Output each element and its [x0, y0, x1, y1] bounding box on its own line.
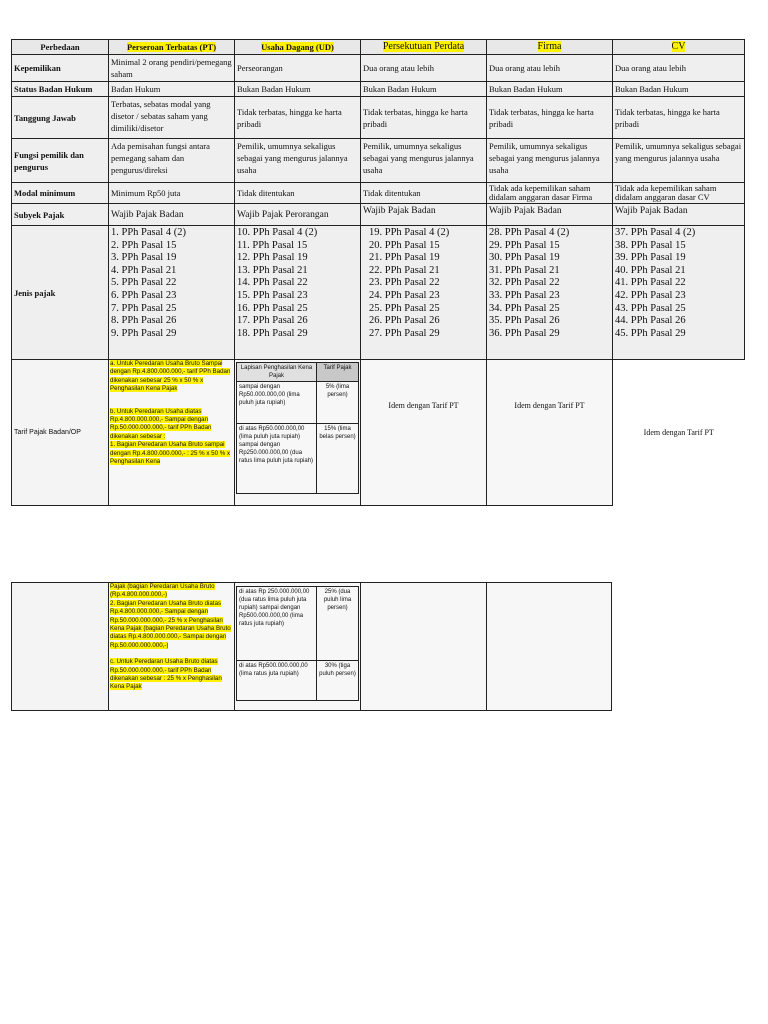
- row-label: Kepemilikan: [12, 55, 109, 82]
- layer-header: Lapisan Penghasilan Kena Pajak: [237, 363, 317, 382]
- cell-pp: [361, 226, 487, 360]
- tax-list-item: 14. PPh Pasal 22: [237, 277, 308, 289]
- row-tarif: [12, 360, 745, 506]
- tax-list-item: 3. PPh Pasal 19: [111, 252, 177, 264]
- header-label: Firma: [537, 41, 562, 52]
- cell-pt: [109, 360, 235, 506]
- tax-list-item: 34. PPh Pasal 25: [489, 302, 560, 314]
- tarif-note-b1: [110, 441, 233, 466]
- cont-cell-firma: [487, 583, 612, 711]
- cell-cv: Tidak terbatas, hingga ke harta pribadi: [613, 97, 745, 139]
- cell-firma: Tidak ada kepemilikan saham didalam anggaran dasar Firma: [487, 183, 613, 204]
- tax-list-item: 26. PPh Pasal 26: [369, 315, 440, 327]
- tax-rate-table: [236, 362, 359, 494]
- tax-list-item: 39. PPh Pasal 19: [615, 252, 686, 264]
- cell-firma: Pemilik, umumnya sekaligus sebagai yang mengurus jalannya usaha: [487, 139, 613, 183]
- tax-list-item: 27. PPh Pasal 29: [369, 327, 440, 339]
- tax-list-item: 18. PPh Pasal 29: [237, 327, 308, 339]
- tax-list: [111, 227, 232, 340]
- cell-ud: Bukan Badan Hukum: [235, 82, 361, 97]
- continuation-table: [11, 582, 612, 711]
- tax-list-item: 7. PPh Pasal 25: [111, 302, 177, 314]
- header-persekutuan: [361, 40, 487, 55]
- cell-pt: Minimal 2 orang pendiri/pemegang saham: [109, 55, 235, 82]
- cell-firma: Idem dengan Tarif PT: [487, 360, 613, 506]
- tax-list: [363, 227, 484, 340]
- tax-list-item: 43. PPh Pasal 25: [615, 302, 686, 314]
- cell-ud: [235, 226, 361, 360]
- row-status: [12, 82, 745, 97]
- tax-list-item: 37. PPh Pasal 4 (2): [615, 227, 696, 238]
- layer-cell: sampai dengan Rp50.000.000,00 (lima puluh juta rupiah): [237, 382, 317, 424]
- tax-list-item: 19. PPh Pasal 4 (2): [369, 227, 450, 238]
- tax-list-item: 22. PPh Pasal 21: [369, 264, 440, 276]
- cell-pt: Wajib Pajak Badan: [109, 204, 235, 226]
- cell-firma: Wajib Pajak Badan: [487, 204, 613, 226]
- row-label: Status Badan Hukum: [12, 82, 109, 97]
- cell-pp: Dua orang atau lebih: [361, 55, 487, 82]
- tax-list-item: 42. PPh Pasal 23: [615, 289, 686, 301]
- layer-cell: di atas Rp50.000.000,00 (lima puluh juta rupiah) sampai dengan Rp250.000.000,00 (dua ratus lima puluh juta rupiah): [237, 424, 317, 494]
- cell-ud: Perseorangan: [235, 55, 361, 82]
- tax-list-item: 36. PPh Pasal 29: [489, 327, 560, 339]
- tax-list-item: 15. PPh Pasal 23: [237, 289, 308, 301]
- row-label: Tarif Pajak Badan/OP: [12, 360, 109, 506]
- cont-note-2: [110, 600, 233, 650]
- cell-cv: Pemilik, umumnya sekaligus sebagai yang mengurus jalannya usaha: [613, 139, 745, 183]
- cell-cv: Tidak ada kepemilikan saham didalam anggaran dasar CV: [613, 183, 745, 204]
- cell-pp: Tidak terbatas, hingga ke harta pribadi: [361, 97, 487, 139]
- tax-list: [237, 227, 358, 340]
- note-text: 1. Bagian Peredaran Usaha Bruto sampai dengan Rp.4.800.000.000,- : 25 % x 50 % x Penghasilan Kena: [110, 441, 231, 466]
- cont-cell-ud: [235, 583, 361, 711]
- row-label: Jenis pajak: [12, 226, 109, 360]
- tax-list-item: 35. PPh Pasal 26: [489, 315, 560, 327]
- cell-pt: Minimum Rp50 juta: [109, 183, 235, 204]
- tax-list-item: 24. PPh Pasal 23: [369, 289, 440, 301]
- cell-firma: [487, 226, 613, 360]
- row-label: Tanggung Jawab: [12, 97, 109, 139]
- cell-cv: Wajib Pajak Badan: [613, 204, 745, 226]
- note-text: a. Untuk Peredaran Usaha Bruto Sampai dengan Rp.4.800.000.000,- tarif PPh Badan dikenakan sebesar 25 % x 50 % x Penghasilan Kena Pajak: [110, 360, 231, 393]
- row-jenis-pajak: [12, 226, 745, 360]
- tax-list-item: 11. PPh Pasal 15: [237, 239, 308, 251]
- tax-list-item: 9. PPh Pasal 29: [111, 327, 177, 339]
- tax-list-item: 25. PPh Pasal 25: [369, 302, 440, 314]
- tax-list-item: 8. PPh Pasal 26: [111, 315, 177, 327]
- tax-list-item: 1. PPh Pasal 4 (2): [111, 227, 186, 238]
- tax-list-item: 30. PPh Pasal 19: [489, 252, 560, 264]
- cell-ud: Pemilik, umumnya sekaligus sebagai yang mengurus jalannya usaha: [235, 139, 361, 183]
- tarif-note-b: [110, 408, 233, 442]
- tax-list-item: 33. PPh Pasal 23: [489, 289, 560, 301]
- tax-list-item: 4. PPh Pasal 21: [111, 264, 177, 276]
- cell-cv: Dua orang atau lebih: [613, 55, 745, 82]
- rate-cell: 15% (lima belas persen): [317, 424, 359, 494]
- tax-list-item: 17. PPh Pasal 26: [237, 315, 308, 327]
- header-label: Perbedaan: [40, 42, 80, 52]
- tax-list-item: 38. PPh Pasal 15: [615, 239, 686, 251]
- cell-firma: Dua orang atau lebih: [487, 55, 613, 82]
- cont-note-c: [110, 658, 233, 692]
- note-text: Pajak (bagian Peredaran Usaha Bruto (Rp.4.800.000.000,-): [110, 583, 215, 599]
- header-label: CV: [671, 41, 686, 52]
- cell-pp: Pemilik, umumnya sekaligus sebagai yang mengurus jalannya usaha: [361, 139, 487, 183]
- cont-label-cell: [12, 583, 109, 711]
- cell-cv: Bukan Badan Hukum: [613, 82, 745, 97]
- header-firma: [487, 40, 613, 55]
- tax-list-item: 12. PPh Pasal 19: [237, 252, 308, 264]
- tax-list-item: 31. PPh Pasal 21: [489, 264, 560, 276]
- header-pt: [109, 40, 235, 55]
- row-label: Modal minimum: [12, 183, 109, 204]
- tax-list-item: 32. PPh Pasal 22: [489, 277, 560, 289]
- tax-list-item: 20. PPh Pasal 15: [369, 239, 440, 251]
- tax-list-item: 44. PPh Pasal 26: [615, 315, 686, 327]
- cell-pt: Ada pemisahan fungsi antara pemegang saham dan pengurus/direksi: [109, 139, 235, 183]
- tax-list-item: 45. PPh Pasal 29: [615, 327, 686, 339]
- layer-cell: di atas Rp500.000.000,00 (lima ratus juta rupiah): [237, 661, 317, 701]
- tax-list-item: 6. PPh Pasal 23: [111, 289, 177, 301]
- row-fungsi: [12, 139, 745, 183]
- tax-list: [489, 227, 610, 340]
- tax-list-item: 23. PPh Pasal 22: [369, 277, 440, 289]
- rate-cell: 25% (dua puluh lima persen): [317, 587, 359, 661]
- tax-list-item: 2. PPh Pasal 15: [111, 239, 177, 251]
- cell-pp: Wajib Pajak Badan: [361, 204, 487, 226]
- cont-cell-pp: [361, 583, 487, 711]
- cell-pp: Tidak ditentukan: [361, 183, 487, 204]
- cell-pt: [109, 226, 235, 360]
- cell-cv: [613, 226, 745, 360]
- tax-list-item: 40. PPh Pasal 21: [615, 264, 686, 276]
- note-text: b. Untuk Peredaran Usaha diatas Rp.4.800.000.000,- Sampai dengan Rp.50.000.000.000,- tarif PPh Badan dikenakan sebesar :: [110, 407, 212, 440]
- row-label: Fungsi pemilik dan pengurus: [12, 139, 109, 183]
- cont-cell-pt: [109, 583, 235, 711]
- cont-note-1: [110, 583, 233, 600]
- note-text: c. Untuk Peredaran Usaha Bruto diatas Rp.50.000.000.000,- tarif PPh Badan dikenakan sebesar : 25 % x Penghasilan Kena Pajak: [110, 658, 222, 691]
- tax-list-item: 29. PPh Pasal 15: [489, 239, 560, 251]
- cell-cv: Idem dengan Tarif PT: [613, 360, 745, 506]
- cell-ud: Tidak ditentukan: [235, 183, 361, 204]
- tax-list-item: 28. PPh Pasal 4 (2): [489, 227, 570, 238]
- cell-ud: Tidak terbatas, hingga ke harta pribadi: [235, 97, 361, 139]
- layer-cell: di atas Rp 250.000.000,00 (dua ratus lima puluh juta rupiah) sampai dengan Rp500.000.000,00 (lima ratus juta rupiah): [237, 587, 317, 661]
- tax-list-item: 41. PPh Pasal 22: [615, 277, 686, 289]
- header-label: Usaha Dagang (UD): [261, 42, 334, 52]
- cell-firma: Tidak terbatas, hingga ke harta pribadi: [487, 97, 613, 139]
- cell-pt: Terbatas, sebatas modal yang disetor / sebatas saham yang dimiliki/disetor: [109, 97, 235, 139]
- rate-cell: 5% (lima persen): [317, 382, 359, 424]
- row-label: Subyek Pajak: [12, 204, 109, 226]
- tax-list-item: 5. PPh Pasal 22: [111, 277, 177, 289]
- row-kepemilikan: [12, 55, 745, 82]
- tarif-note-a: [110, 360, 233, 394]
- tax-list-item: 21. PPh Pasal 19: [369, 252, 440, 264]
- tax-rate-table-cont: [236, 586, 359, 701]
- rate-header: Tarif Pajak: [317, 363, 359, 382]
- note-text: 2. Bagian Peredaran Usaha Bruto diatas Rp.4.800.000.000,- Sampai dengan Rp.50.000.000.000,- 25 % x Penghasilan Kena Pajak (bagian Peredaran Usaha Bruto diatas Rp.4.800.000.000,- Sampai dengan Rp.50.000.000.000,-): [110, 599, 231, 649]
- row-tanggung-jawab: [12, 97, 745, 139]
- cell-firma: Bukan Badan Hukum: [487, 82, 613, 97]
- cell-pt: Badan Hukum: [109, 82, 235, 97]
- header-cv: [613, 40, 745, 55]
- cell-pp: Bukan Badan Hukum: [361, 82, 487, 97]
- header-label: Persekutuan Perdata: [382, 41, 465, 52]
- cell-pp: Idem dengan Tarif PT: [361, 360, 487, 506]
- header-ud: [235, 40, 361, 55]
- tax-list-item: 13. PPh Pasal 21: [237, 264, 308, 276]
- cell-ud: [235, 360, 361, 506]
- rate-cell: 30% (tiga puluh persen): [317, 661, 359, 701]
- header-perbedaan: [12, 40, 109, 55]
- comparison-table: [11, 39, 745, 506]
- tax-list-item: 10. PPh Pasal 4 (2): [237, 227, 318, 238]
- tax-list-item: 16. PPh Pasal 25: [237, 302, 308, 314]
- header-label: Perseroan Terbatas (PT): [126, 42, 217, 52]
- cell-ud: Wajib Pajak Perorangan: [235, 204, 361, 226]
- row-subyek: [12, 204, 745, 226]
- tax-list: [615, 227, 742, 340]
- row-modal: [12, 183, 745, 204]
